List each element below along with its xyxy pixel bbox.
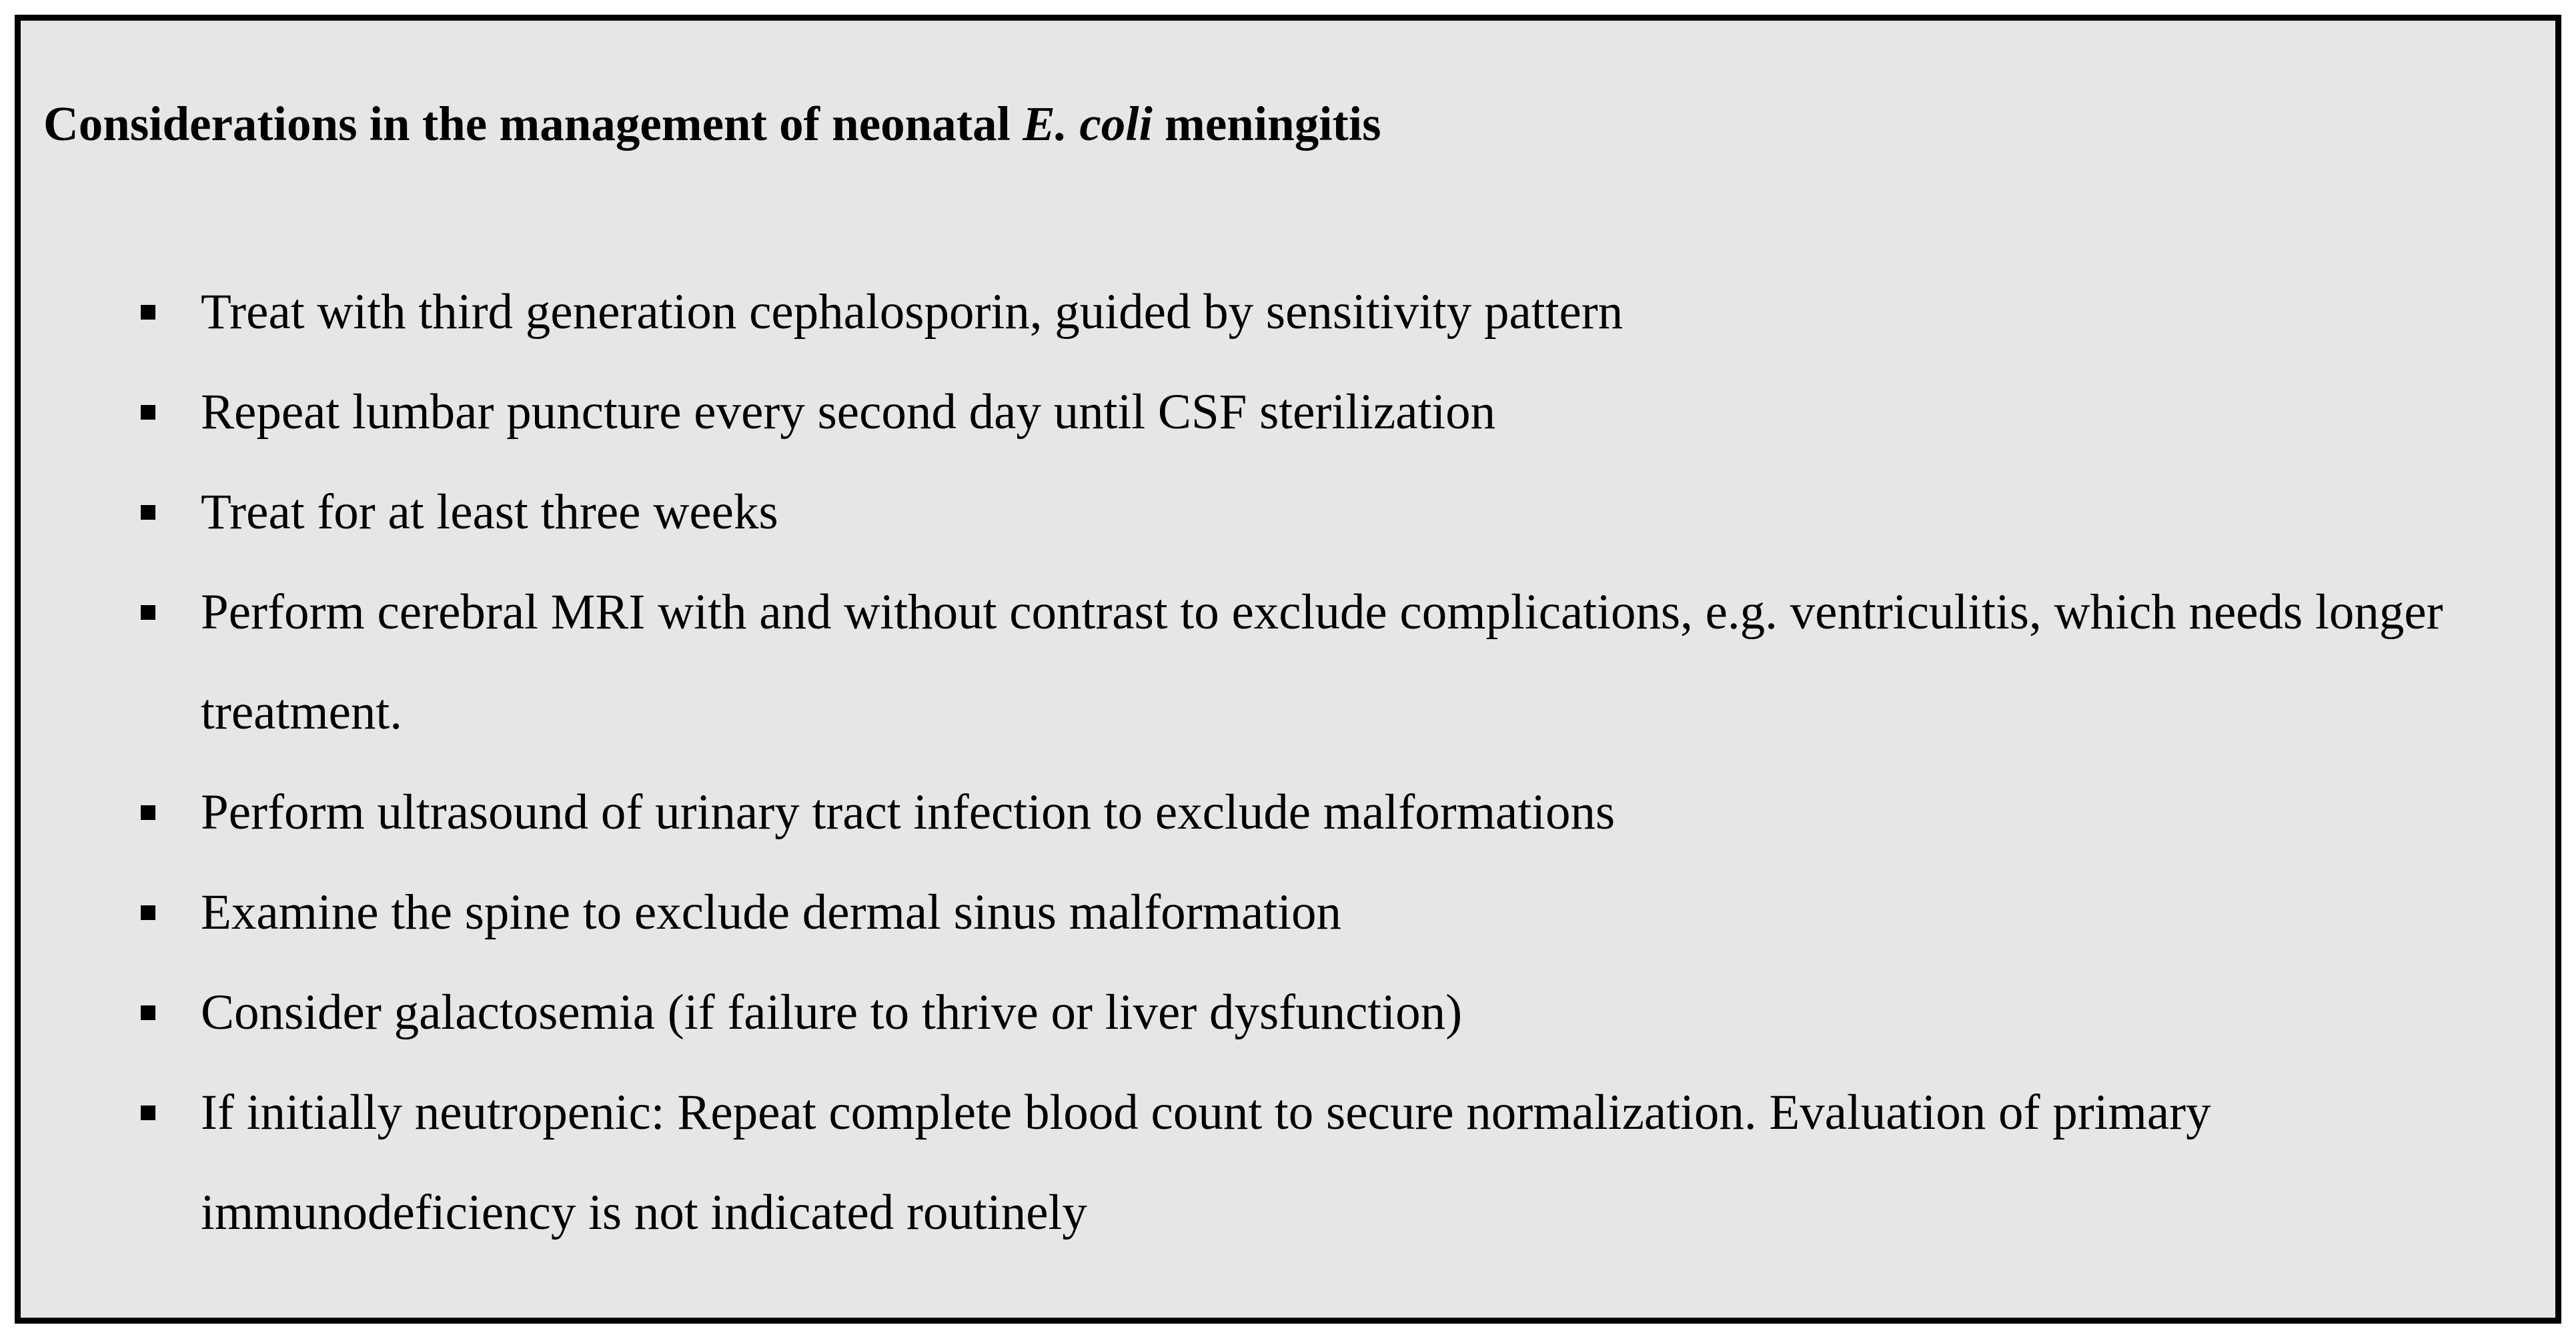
list-item-text: Repeat lumbar puncture every second day until CSF sterilization: [201, 384, 1496, 440]
bullet-square-icon: [141, 1105, 155, 1120]
bullet-square-icon: [141, 305, 155, 320]
list-item-text: If initially neutropenic: Repeat complete blood count to secure normalization. Evaluation of primary immunodeficiency is not indicated routinely: [201, 1085, 2211, 1240]
list-item-text: Treat with third generation cephalosporin, guided by sensitivity pattern: [201, 284, 1624, 340]
title-organism: E. coli: [1023, 97, 1153, 151]
title-suffix: meningitis: [1152, 97, 1381, 151]
list-item-text: Consider galactosemia (if failure to thrive or liver dysfunction): [201, 985, 1463, 1040]
list-item-text: Examine the spine to exclude dermal sinus malformation: [201, 885, 1341, 940]
bullet-square-icon: [141, 605, 155, 620]
bullet-square-icon: [141, 505, 155, 520]
box-title: [43, 97, 1381, 151]
list-item-text: Perform cerebral MRI with and without contrast to exclude complications, e.g. ventriculitis, which needs longer treatment.: [201, 584, 2443, 740]
bullet-square-icon: [141, 1005, 155, 1020]
bullet-square-icon: [141, 805, 155, 820]
bullet-square-icon: [141, 905, 155, 920]
list-item-text: Perform ultrasound of urinary tract infection to exclude malformations: [201, 785, 1616, 840]
list-item-text: Treat for at least three weeks: [201, 484, 778, 540]
bullet-square-icon: [141, 405, 155, 420]
title-prefix: Considerations in the management of neonatal: [43, 97, 1023, 151]
considerations-box: [15, 15, 2561, 1324]
